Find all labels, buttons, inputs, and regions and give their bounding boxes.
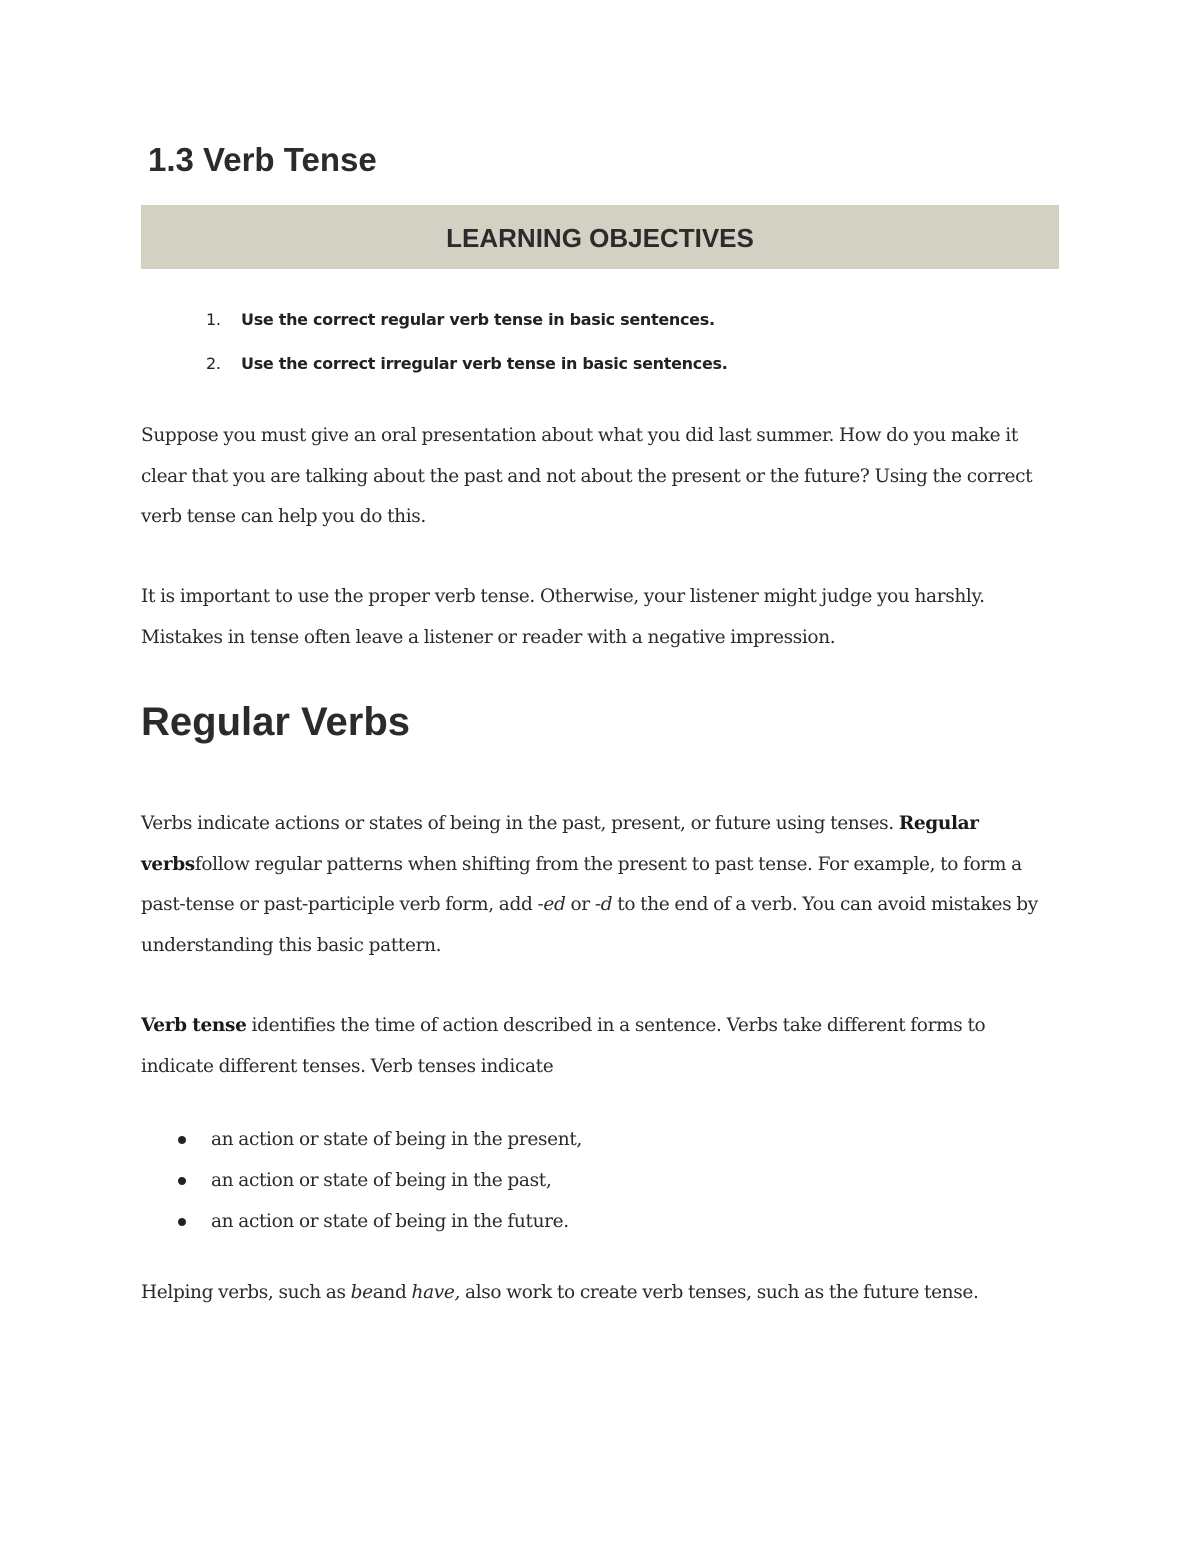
term-verb-tense: Verb tense	[141, 1015, 247, 1036]
learning-objectives-banner	[141, 205, 1059, 269]
paragraph-text: follow regular patterns when shifting from the present to past tense. For example, to form a past-tense or past-participle verb form, add	[141, 853, 1022, 915]
helping-verbs-paragraph	[141, 1273, 1059, 1314]
suffix-ed: -ed	[537, 894, 566, 915]
list-item-text: an action or state of being in the present,	[211, 1129, 582, 1150]
paragraph-text: also work to create verb tenses, such as the future tense.	[460, 1282, 979, 1303]
bullet-icon	[178, 1218, 186, 1226]
regular-verbs-paragraph	[141, 804, 1059, 966]
bullet-icon	[178, 1136, 186, 1144]
paragraph-text: or	[565, 894, 595, 915]
paragraph-text: identifies the time of action described in a sentence. Verbs take different forms to indicate different tenses. Verb tenses indicate	[141, 1015, 986, 1077]
objective-text: Use the correct irregular verb tense in basic sentences.	[241, 354, 728, 373]
term-regular-verbs: Regular verbs	[141, 813, 979, 875]
suffix-d: -d	[594, 894, 613, 915]
list-item-text: an action or state of being in the past,	[211, 1170, 552, 1191]
objective-number: 2.	[206, 354, 221, 373]
intro-paragraph-1: Suppose you must give an oral presentation about what you did last summer. How do you make it clear that you are talking about the past and not about the present or the future? Using the correct verb tense can help you do this.	[141, 425, 1033, 527]
verb-tense-paragraph	[141, 1006, 1059, 1087]
section-title: 1.3 Verb Tense	[148, 141, 377, 178]
word-be: be	[350, 1282, 373, 1303]
paragraph-text: and	[372, 1282, 412, 1303]
list-item	[141, 1119, 1059, 1160]
list-item	[141, 1201, 1059, 1242]
learning-objectives-title: LEARNING OBJECTIVES	[446, 223, 754, 253]
paragraph-text: Helping verbs, such as	[141, 1282, 351, 1303]
objective-item	[141, 347, 1059, 391]
list-item-text: an action or state of being in the future.	[211, 1211, 569, 1232]
list-item	[141, 1160, 1059, 1201]
objective-number: 1.	[206, 310, 221, 329]
learning-objectives-list	[141, 303, 1059, 391]
tense-bullet-list	[141, 1119, 1059, 1242]
word-have: have,	[411, 1282, 461, 1303]
bullet-icon	[178, 1177, 186, 1185]
objective-text: Use the correct regular verb tense in basic sentences.	[241, 310, 715, 329]
regular-verbs-heading: Regular Verbs	[141, 700, 411, 744]
paragraph-text: Verbs indicate actions or states of being in the past, present, or future using tenses.	[141, 813, 899, 834]
intro-paragraph-2: It is important to use the proper verb tense. Otherwise, your listener might judge you harshly. Mistakes in tense often leave a listener or reader with a negative impression.	[141, 586, 985, 648]
paragraph-text: to the end of a verb. You can avoid mistakes by understanding this basic pattern.	[141, 894, 1038, 956]
objective-item	[141, 303, 1059, 347]
